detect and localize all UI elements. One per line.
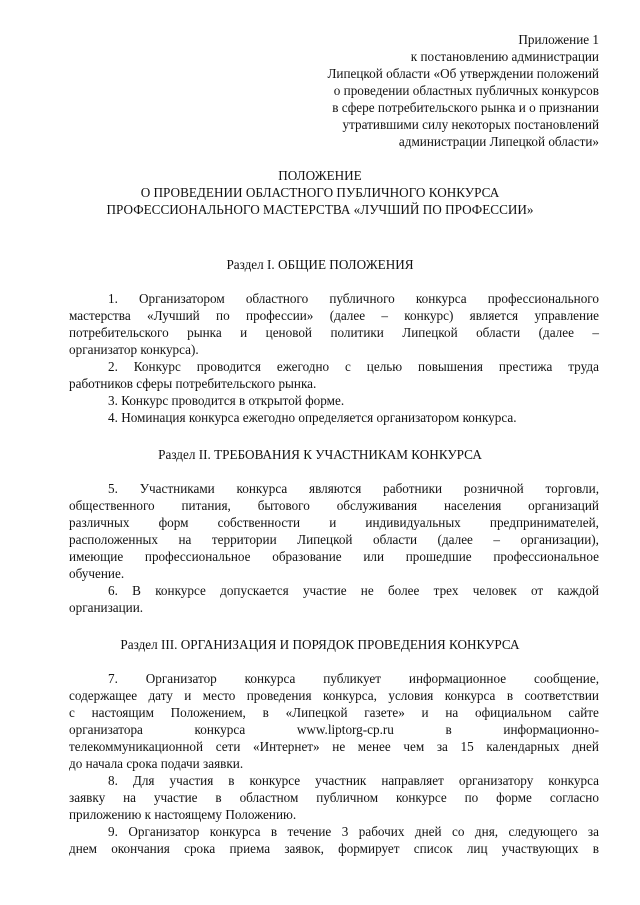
word: на	[178, 532, 192, 547]
word: сообщение,	[533, 671, 599, 686]
word: от	[531, 583, 544, 598]
word: «Интернет»	[253, 739, 320, 754]
body-line	[69, 514, 599, 531]
word: организаций	[528, 498, 599, 513]
word: не	[332, 739, 346, 754]
word: –	[493, 532, 500, 547]
word: рабочих	[358, 824, 405, 839]
word: розничной	[463, 481, 524, 496]
word: публичного	[329, 291, 395, 306]
word: 2.	[108, 359, 118, 374]
word: форме	[496, 790, 532, 805]
word: повышения	[418, 359, 483, 374]
word: в	[262, 705, 269, 720]
word: различных	[69, 515, 130, 530]
body-line: обучение.	[69, 566, 125, 581]
word: Липецкой	[297, 532, 353, 547]
word: соответствии	[524, 688, 599, 703]
word: 3	[341, 824, 349, 839]
section-body	[69, 290, 599, 426]
body-line	[69, 670, 599, 687]
word: ценовой	[265, 325, 312, 340]
word: профессиональное	[144, 549, 251, 564]
word: и	[421, 705, 429, 720]
document-title	[0, 167, 640, 218]
word: и	[240, 325, 248, 340]
word: более	[387, 583, 420, 598]
word: 5.	[108, 481, 118, 496]
word: дня,	[474, 824, 499, 839]
word: управление	[534, 308, 599, 323]
word: профессиональное	[493, 549, 599, 564]
word: Конкурс	[133, 359, 181, 374]
word: области	[372, 532, 418, 547]
word: заявок,	[284, 841, 324, 856]
word: Организатор	[128, 824, 200, 839]
section-heading: Раздел I. ОБЩИЕ ПОЛОЖЕНИЯ	[226, 257, 414, 272]
body-line: до начала срока подачи заявки.	[69, 756, 244, 771]
word: Участниками	[139, 481, 215, 496]
word: сайте	[568, 705, 599, 720]
word: в	[592, 841, 599, 856]
word: газете»	[364, 705, 405, 720]
title-line: ПОЛОЖЕНИЕ	[278, 168, 362, 183]
body-line	[69, 738, 599, 755]
word: Для	[132, 773, 155, 788]
word: место	[202, 688, 236, 703]
body-line	[69, 531, 599, 548]
section-heading: Раздел II. ТРЕБОВАНИЯ К УЧАСТНИКАМ КОНКУРСА	[158, 447, 482, 462]
word: Положением,	[170, 705, 246, 720]
word: список	[413, 841, 453, 856]
word: обслуживания	[336, 498, 418, 513]
word: телекоммуникационной	[69, 739, 204, 754]
body-line	[69, 358, 599, 375]
word: информационное	[408, 671, 507, 686]
word: на	[123, 790, 136, 805]
appendix-line: администрации Липецкой области»	[398, 134, 599, 149]
word: по	[464, 790, 479, 805]
word: в	[270, 824, 278, 839]
word: с	[69, 705, 75, 720]
word: каждой	[557, 583, 599, 598]
word: населения	[443, 498, 502, 513]
word: профессии»	[246, 308, 314, 323]
word: труда	[568, 359, 599, 374]
word: территории	[211, 532, 277, 547]
word: ежегодно	[276, 359, 330, 374]
word: Организатор	[145, 671, 217, 686]
body-line: 3. Конкурс проводится в открытой форме.	[108, 393, 345, 408]
word: днем	[69, 841, 97, 856]
word: В	[132, 583, 141, 598]
word: настоящим	[91, 705, 154, 720]
word: конкурса,	[322, 688, 377, 703]
word: областного	[245, 291, 309, 306]
word: 9.	[108, 824, 118, 839]
body-line: организации.	[69, 600, 144, 615]
word: престижа	[498, 359, 553, 374]
word: участник	[315, 773, 367, 788]
word: человек	[472, 583, 517, 598]
body-line	[69, 497, 599, 514]
word: и	[184, 688, 192, 703]
section-body	[69, 480, 599, 616]
word: со	[452, 824, 465, 839]
word: организатора	[69, 722, 143, 737]
word: менее	[357, 739, 391, 754]
word: 15	[460, 739, 474, 754]
body-line	[69, 772, 599, 789]
appendix-line: в сфере потребительского рынка и о признании	[332, 100, 599, 115]
word: дней	[572, 739, 599, 754]
word: проводится	[196, 359, 261, 374]
word: индивидуальных	[365, 515, 461, 530]
word: «Липецкой	[285, 705, 348, 720]
body-line	[69, 687, 599, 704]
word: в	[506, 688, 514, 703]
word: информационно-	[503, 722, 599, 737]
appendix-line: к постановлению администрации	[410, 49, 599, 64]
title-line: ПРОФЕССИОНАЛЬНОГО МАСТЕРСТВА «ЛУЧШИЙ ПО ПРОФЕССИИ»	[106, 202, 534, 217]
word: (далее	[329, 308, 366, 323]
word: работники	[383, 481, 443, 496]
word: публикует	[323, 671, 381, 686]
word: не	[360, 583, 374, 598]
appendix-line: о проведении областных публичных конкурсов	[333, 83, 599, 98]
body-line	[69, 307, 599, 324]
word: предпринимателей,	[489, 515, 599, 530]
word: содержащее	[69, 688, 138, 703]
word: www.liptorg-cp.ru	[296, 722, 394, 737]
body-line	[69, 721, 599, 738]
word: конкурс)	[404, 308, 454, 323]
word: 1.	[108, 291, 118, 306]
word: конкурсе	[249, 773, 301, 788]
word: публичном	[316, 790, 379, 805]
word: расположенных	[69, 532, 158, 547]
word: политики	[330, 325, 384, 340]
word: конкурса	[194, 722, 246, 737]
word: за	[436, 739, 448, 754]
word: форм	[158, 515, 189, 530]
word: –	[381, 308, 388, 323]
word: –	[592, 325, 599, 340]
appendix-line: Приложение 1	[518, 32, 599, 47]
word: на	[445, 705, 459, 720]
word: формирует	[338, 841, 400, 856]
word: «Лучший	[147, 308, 200, 323]
body-line	[69, 823, 599, 840]
word: официальном	[474, 705, 552, 720]
word: Организатором	[139, 291, 225, 306]
word: чем	[403, 739, 425, 754]
word: течение	[287, 824, 332, 839]
body-line	[69, 548, 599, 565]
word: участие	[153, 790, 198, 805]
body-line	[69, 704, 599, 721]
word: рынка	[187, 325, 222, 340]
word: календарных	[486, 739, 560, 754]
word: конкурса	[209, 824, 261, 839]
word: торговли,	[545, 481, 599, 496]
word: 6.	[108, 583, 118, 598]
body-line: организатор конкурса).	[69, 342, 199, 357]
word: конкурса	[415, 291, 467, 306]
word: имеющие	[69, 549, 124, 564]
word: приема	[229, 841, 271, 856]
word: с	[345, 359, 351, 374]
word: потребительского	[69, 325, 169, 340]
body-line: 4. Номинация конкурса ежегодно определяется организатором конкурса.	[108, 410, 517, 425]
word: конкурса	[236, 481, 288, 496]
word: питания,	[181, 498, 231, 513]
word: профессионального	[487, 291, 599, 306]
word: в	[445, 722, 452, 737]
word: или	[363, 549, 385, 564]
word: конкурсе	[396, 790, 447, 805]
word: проведения	[246, 688, 312, 703]
word: целью	[366, 359, 403, 374]
body-line	[69, 324, 599, 341]
appendix-line: Липецкой области «Об утверждении положений	[327, 66, 599, 81]
word: согласно	[549, 790, 599, 805]
word: общественного	[69, 498, 155, 513]
word: окончания	[111, 841, 170, 856]
word: сети	[215, 739, 241, 754]
word: условия	[388, 688, 434, 703]
word: 8.	[108, 773, 118, 788]
word: в	[215, 790, 222, 805]
word: участвующих	[501, 841, 579, 856]
body-line	[69, 290, 599, 307]
word: заявку	[69, 790, 106, 805]
body-line: приложению к настоящему Положению.	[69, 807, 297, 822]
word: Липецкой	[402, 325, 458, 340]
word: участия	[169, 773, 214, 788]
word: трех	[433, 583, 459, 598]
word: организации),	[520, 532, 599, 547]
word: по	[216, 308, 230, 323]
word: конкурса	[244, 671, 296, 686]
word: конкурса	[548, 773, 599, 788]
section-heading: Раздел III. ОРГАНИЗАЦИЯ И ПОРЯДОК ПРОВЕДЕНИЯ КОНКУРСА	[120, 637, 520, 652]
word: является	[469, 308, 519, 323]
word: направляет	[381, 773, 444, 788]
word: прошедшие	[405, 549, 472, 564]
word: дату	[148, 688, 173, 703]
word: (далее	[437, 532, 473, 547]
body-line	[69, 582, 599, 599]
word: дней	[414, 824, 442, 839]
word: конкурсе	[155, 583, 206, 598]
word: (далее	[538, 325, 574, 340]
appendix-header	[239, 31, 599, 150]
title-line: О ПРОВЕДЕНИИ ОБЛАСТНОГО ПУБЛИЧНОГО КОНКУРСА	[140, 185, 500, 200]
word: мастерства	[69, 308, 131, 323]
word: участие	[302, 583, 347, 598]
word: 7.	[108, 671, 118, 686]
word: лиц	[466, 841, 488, 856]
word: конкурса	[444, 688, 496, 703]
word: и	[329, 515, 337, 530]
word: области	[476, 325, 521, 340]
word: допускается	[220, 583, 289, 598]
word: являются	[309, 481, 362, 496]
body-line	[69, 840, 599, 857]
word: областном	[239, 790, 299, 805]
body-line	[69, 480, 599, 497]
word: за	[587, 824, 599, 839]
word: организатору	[458, 773, 534, 788]
word: образование	[272, 549, 342, 564]
word: в	[228, 773, 235, 788]
word: собственности	[217, 515, 301, 530]
word: бытового	[257, 498, 310, 513]
body-line	[69, 789, 599, 806]
appendix-line: утратившими силу некоторых постановлений	[342, 117, 599, 132]
word: срока	[184, 841, 216, 856]
body-line: работников сферы потребительского рынка.	[69, 376, 317, 391]
section-body	[69, 670, 599, 857]
word: следующего	[508, 824, 578, 839]
